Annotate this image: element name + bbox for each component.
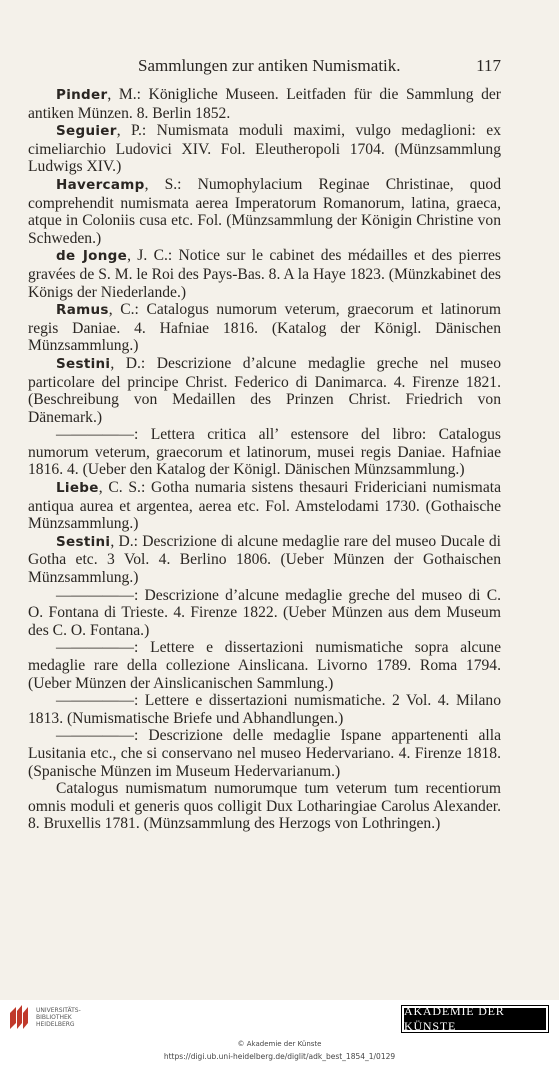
entry-author: Liebe xyxy=(56,480,99,497)
ditto-dash: ————— xyxy=(56,639,134,657)
entry-text: : Descrizione d’alcune medaglie greche del museo di C. O. Fontana di Trieste. 4. Firenze 1822. (Ueber Münzen aus dem Museum des C. O. Fontana.) xyxy=(28,586,501,639)
entry-text: , C.: Catalogus numorum veterum, graecorum et latinorum regis Daniae. 4. Hafniae 1816. (Katalog der Königl. Dänischen Münzsammlung.) xyxy=(28,301,501,355)
library-logo-link[interactable] xyxy=(8,1003,81,1031)
bibliography-list xyxy=(28,86,501,833)
entry-text: : Descrizione delle medaglie Ispane appartenenti alla Lusitania etc., che si conservano nel museo Hedervariano. 4. Firenze 1818. (Spanische Münzen im Museum Hedervarianum.) xyxy=(28,727,501,780)
ditto-dash: ————— xyxy=(56,586,134,604)
entry-author: Sestini xyxy=(56,355,111,372)
bibliography-entry xyxy=(28,533,501,587)
bibliography-entry xyxy=(28,301,501,355)
entry-author: Seguier xyxy=(56,123,117,140)
running-title: Sammlungen zur antiken Numismatik. xyxy=(138,56,401,75)
bibliography-entry xyxy=(28,479,501,533)
bibliography-entry xyxy=(28,587,501,640)
entry-author: Havercamp xyxy=(56,176,145,193)
bibliography-entry xyxy=(28,355,501,426)
entry-text: , S.: Numophylacium Reginae Christinae, quod comprehendit numismata aerea Imperatorum Romanorum, latina, graeca, atque in Coloniis cusa etc. Fol. (Münzsammlung der Königin Christine von Schweden.) xyxy=(28,175,501,247)
bibliography-entry xyxy=(28,426,501,479)
entry-author: de Jonge xyxy=(56,248,128,265)
library-name: UNIVERSITÄTS- BIBLIOTHEK HEIDELBERG xyxy=(36,1006,81,1028)
entry-author: Pinder xyxy=(56,87,108,103)
bibliography-entry xyxy=(28,727,501,780)
running-header xyxy=(30,56,501,80)
ditto-dash: ————— xyxy=(56,692,134,710)
entry-text: Catalogus numismatum numorumque tum veterum tum recentiorum omnis moduli et generis quos colligit Dux Lotharingiae Carolus Alexander. 8. Bruxellis 1781. (Münzsammlung des Herzogs von Lothringen.) xyxy=(28,780,501,833)
copyright-notice: © Akademie der Künste xyxy=(237,1040,322,1048)
ditto-dash: ————— xyxy=(56,727,134,745)
bibliography-entry xyxy=(28,176,501,247)
source-url[interactable]: https://digi.ub.uni-heidelberg.de/diglit/adk_best_1854_1/0129 xyxy=(163,1052,396,1061)
entry-text: , C. S.: Gotha numaria sistens thesauri Fridericiani numismata antiqua aurea et argentea, aerea etc. Fol. Amstelodami 1730. (Gothaische Münzsammlung.) xyxy=(28,479,501,533)
ditto-dash: ————— xyxy=(56,426,134,444)
entry-author: Ramus xyxy=(56,302,109,319)
akademie-badge-link[interactable]: AKADEMIE DER KÜNSTE xyxy=(402,1006,548,1032)
entry-text: , M.: Königliche Museen. Leitfaden für die Sammlung der antiken Münzen. 8. Berlin 1852. xyxy=(28,86,501,122)
entry-text: , J. C.: Notice sur le cabinet des médailles et des pierres gravées de S. M. le Roi des Pays-Bas. 8. A la Haye 1823. (Münzkabinet des Königs der Niederlande.) xyxy=(28,247,501,301)
entry-text: : Lettere e dissertazioni numismatiche. 2 Vol. 4. Milano 1813. (Numismatische Briefe und Abhandlungen.) xyxy=(28,692,501,727)
entry-text: , D.: Descrizione d’alcune medaglie greche nel museo particolare del principe Christ. Federico di Danimarca. 4. Firenze 1821. (Beschreibung von Medaillen des Prinzen Christ. Friedrich von Dänemark.) xyxy=(28,354,501,426)
entry-text: : Lettera critica all’ estensore del libro: Catalogus numorum veterum, graecorum et latinorum, musei regis Daniae. Hafniae 1816. 4. (Ueber den Katalog der Königl. Dänischen Münzsammlung.) xyxy=(28,426,501,479)
entry-text: , P.: Numismata moduli maximi, vulgo medaglioni: ex cimeliarchio Ludovici XIV. Fol. Eleutheropoli 1704. (Münzsammlung Ludwigs XIV.) xyxy=(28,122,501,176)
entry-author: Sestini xyxy=(56,533,111,550)
bibliography-entry xyxy=(28,639,501,692)
entry-text: : Lettere e dissertazioni numismatiche sopra alcune medaglie rare della collezione Ainslicana. Livorno 1789. Roma 1794. (Ueber Münzen der Ainslicanischen Sammlung.) xyxy=(28,639,501,692)
bibliography-entry xyxy=(28,247,501,301)
page-number: 117 xyxy=(476,56,501,75)
bibliography-entry xyxy=(28,86,501,122)
bibliography-entry xyxy=(28,692,501,727)
library-logo-icon xyxy=(8,1003,30,1031)
bibliography-entry xyxy=(28,780,501,833)
entry-text: , D.: Descrizione di alcune medaglie rare del museo Ducale di Gotha etc. 3 Vol. 4. Berlino 1806. (Ueber Münzen der Gothaischen Münzsammlung.) xyxy=(28,532,501,587)
bibliography-entry xyxy=(28,122,501,176)
